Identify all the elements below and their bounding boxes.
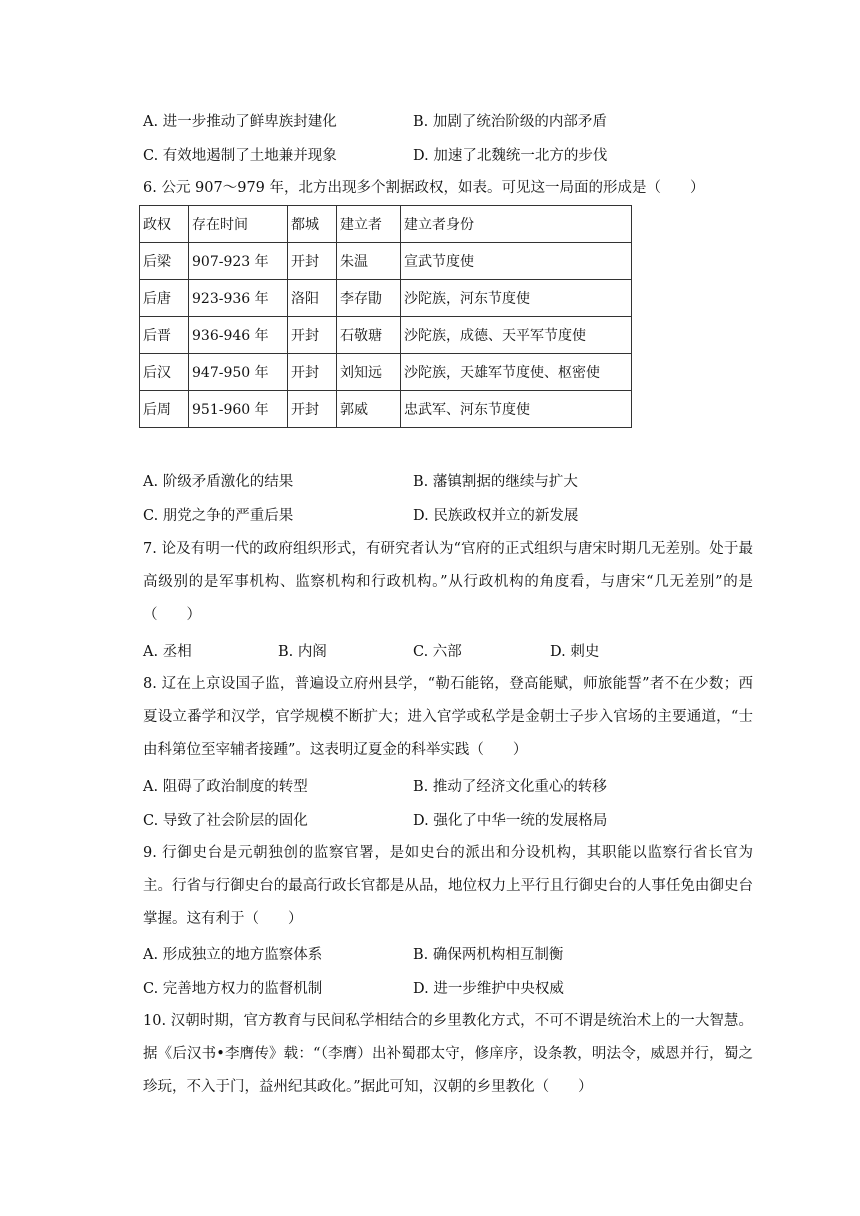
q9-option-c: C. 完善地方权力的监督机制: [143, 981, 323, 997]
table-cell: 洛阳: [288, 280, 337, 317]
table-header-cell: 都城: [288, 206, 337, 243]
q7-option-b: B. 内阁: [278, 644, 327, 660]
q6-option-d: D. 民族政权并立的新发展: [413, 508, 579, 524]
q9-stem: 9. 行御史台是元朝独创的监察官署，是如史台的派出和分设机构，其职能以监察行省长官为主。行省与行御史台的最高行政长官都是从品，地位权力上平行且行御史台的人事任免由御史台掌握。这有利于（ ）: [143, 845, 753, 927]
table-cell: 沙陀族，河东节度使: [401, 280, 632, 317]
table-cell: 后汉: [140, 354, 189, 391]
table-cell: 907-923 年: [189, 243, 288, 280]
table-cell: 开封: [288, 317, 337, 354]
table-header-cell: 存在时间: [189, 206, 288, 243]
q9-option-d: D. 进一步维护中央权威: [413, 981, 564, 997]
regimes-table: [139, 205, 632, 428]
table-cell: 开封: [288, 243, 337, 280]
table-cell: 947-950 年: [189, 354, 288, 391]
table-row: [140, 354, 632, 391]
table-cell: 后梁: [140, 243, 189, 280]
table-cell: 开封: [288, 391, 337, 428]
table-header-cell: 建立者: [337, 206, 401, 243]
table-cell: 936-946 年: [189, 317, 288, 354]
q6-option-c: C. 朋党之争的严重后果: [143, 508, 294, 524]
q7-stem: 7. 论及有明一代的政府组织形式，有研究者认为“官府的正式组织与唐宋时期几无差别。处于最高级别的是军事机构、监察机构和行政机构。”从行政机构的角度看，与唐宋“几无差别”的是（ ）: [143, 541, 753, 623]
q6-option-a: A. 阶级矛盾激化的结果: [143, 474, 294, 490]
table-cell: 后唐: [140, 280, 189, 317]
q10-stem: 10. 汉朝时期，官方教育与民间私学相结合的乡里教化方式，不可不谓是统治术上的一大智慧。据《后汉书•李膺传》载：“（李膺）出补蜀郡太守，修庠序，设条教，明法令，威恩并行，蜀之珍玩，不入于门，益州纪其政化。”据此可知，汉朝的乡里教化（ ）: [143, 1013, 753, 1095]
table-row: [140, 391, 632, 428]
q6-option-b: B. 藩镇割据的继续与扩大: [413, 474, 578, 490]
table-header-row: [140, 206, 632, 243]
q8-option-c: C. 导致了社会阶层的固化: [143, 813, 308, 829]
table-row: [140, 243, 632, 280]
q9-option-a: A. 形成独立的地方监察体系: [143, 947, 323, 963]
table-row: [140, 317, 632, 354]
q7-option-c: C. 六部: [413, 644, 462, 660]
q5-option-d: D. 加速了北魏统一北方的步伐: [413, 148, 608, 164]
table-cell: 朱温: [337, 243, 401, 280]
table-cell: 宣武节度使: [401, 243, 632, 280]
table-row: [140, 280, 632, 317]
table-cell: 郭威: [337, 391, 401, 428]
table-cell: 石敬瑭: [337, 317, 401, 354]
q5-option-b: B. 加剧了统治阶级的内部矛盾: [413, 114, 607, 130]
q9-option-b: B. 确保两机构相互制衡: [413, 947, 564, 963]
table-cell: 忠武军、河东节度使: [401, 391, 632, 428]
table-cell: 923-936 年: [189, 280, 288, 317]
q8-option-b: B. 推动了经济文化重心的转移: [413, 779, 607, 795]
q8-option-a: A. 阻碍了政治制度的转型: [143, 779, 308, 795]
table-cell: 李存勖: [337, 280, 401, 317]
q6-stem: 6. 公元 907～979 年，北方出现多个割据政权，如表。可见这一局面的形成是（ ）: [143, 180, 705, 196]
q5-option-a: A. 进一步推动了鲜卑族封建化: [143, 114, 337, 130]
q7-option-d: D. 刺史: [550, 644, 600, 660]
table-cell: 后晋: [140, 317, 189, 354]
q7-option-a: A. 丞相: [143, 644, 192, 660]
q8-stem: 8. 辽在上京设国子监，普遍设立府州县学，“勒石能铭，登高能赋，师旅能誓”者不在少数；西夏设立番学和汉学，官学规模不断扩大；进入官学或私学是金朝士子步入官场的主要通道，“士由科第位至宰辅者接踵”。这表明辽夏金的科举实践（ ）: [143, 676, 753, 758]
table-header-cell: 政权: [140, 206, 189, 243]
table-cell: 开封: [288, 354, 337, 391]
table-cell: 刘知远: [337, 354, 401, 391]
q5-option-c: C. 有效地遏制了土地兼并现象: [143, 148, 337, 164]
table-cell: 951-960 年: [189, 391, 288, 428]
table-cell: 沙陀族，成德、天平军节度使: [401, 317, 632, 354]
table-header-cell: 建立者身份: [401, 206, 632, 243]
q8-option-d: D. 强化了中华一统的发展格局: [413, 813, 608, 829]
table-cell: 沙陀族，天雄军节度使、枢密使: [401, 354, 632, 391]
table-cell: 后周: [140, 391, 189, 428]
